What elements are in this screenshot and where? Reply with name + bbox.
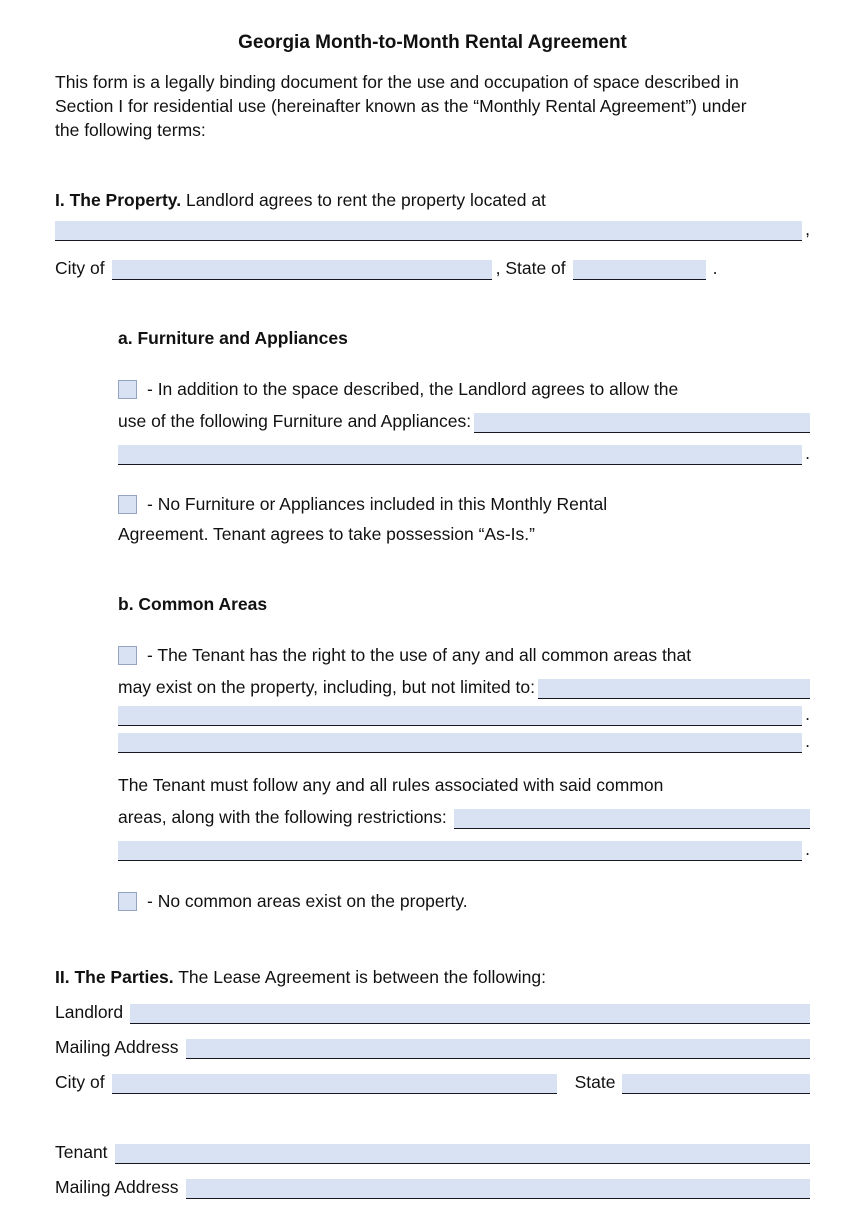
common-areas-cont-field-2[interactable] bbox=[118, 733, 802, 753]
tenant-mailing-address-field[interactable] bbox=[186, 1179, 810, 1199]
landlord-city-field[interactable] bbox=[112, 1074, 557, 1094]
common-areas-use-text: - The Tenant has the right to the use of any and all common areas that bbox=[147, 645, 692, 665]
furniture-list-field[interactable] bbox=[474, 413, 810, 433]
common-areas-list-row bbox=[118, 675, 810, 699]
restrictions-cont-row bbox=[118, 837, 810, 861]
landlord-city-label: City of bbox=[55, 1072, 105, 1092]
section-property-heading-line bbox=[55, 188, 810, 212]
section-property bbox=[55, 188, 810, 913]
landlord-mailing-row bbox=[55, 1035, 810, 1059]
document-title: Georgia Month-to-Month Rental Agreement bbox=[238, 32, 627, 53]
common-areas-use-option bbox=[118, 643, 810, 753]
tenant-name-field[interactable] bbox=[115, 1144, 810, 1164]
section-property-heading: I. The Property. bbox=[55, 190, 182, 210]
furniture-heading: a. Furniture and Appliances bbox=[118, 328, 348, 348]
furniture-include-option bbox=[118, 377, 810, 465]
landlord-mailing-label: Mailing Address bbox=[55, 1037, 179, 1057]
tenant-name-row bbox=[55, 1140, 810, 1164]
restrictions-period: . bbox=[805, 839, 810, 859]
furniture-none-option bbox=[118, 492, 810, 546]
common-areas-cont-row-2 bbox=[118, 729, 810, 753]
tenant-label: Tenant bbox=[55, 1142, 108, 1162]
landlord-name-field[interactable] bbox=[130, 1004, 810, 1024]
property-city-field[interactable] bbox=[112, 260, 492, 280]
restrictions-cont-field[interactable] bbox=[118, 841, 802, 861]
furniture-none-text-2: Agreement. Tenant agrees to take possession “As-Is.” bbox=[118, 524, 535, 544]
common-areas-period-1: . bbox=[805, 704, 810, 724]
common-areas-none-text: - No common areas exist on the property. bbox=[147, 891, 468, 911]
restrictions-row bbox=[118, 805, 810, 829]
furniture-list-cont-field[interactable] bbox=[118, 445, 802, 465]
property-state-label: , State of bbox=[495, 258, 566, 278]
tenant-mailing-row bbox=[55, 1175, 810, 1199]
furniture-list-period: . bbox=[805, 443, 810, 463]
section-parties-heading-line bbox=[55, 965, 810, 989]
intro-paragraph: This form is a legally binding document for the use and occupation of space described in Section I for residential use (hereinafter known as the “Monthly Rental Agreement”) under the following terms: bbox=[55, 72, 747, 140]
landlord-mailing-address-field[interactable] bbox=[186, 1039, 810, 1059]
furniture-include-text-2: use of the following Furniture and Appliances: bbox=[118, 411, 472, 431]
common-areas-field[interactable] bbox=[538, 679, 810, 699]
property-city-label: City of bbox=[55, 258, 105, 278]
section-property-subsections bbox=[118, 326, 810, 913]
section-property-lead: Landlord agrees to rent the property located at bbox=[185, 190, 546, 210]
common-areas-heading: b. Common Areas bbox=[118, 594, 268, 614]
furniture-none-checkbox[interactable] bbox=[118, 495, 137, 514]
furniture-included-checkbox[interactable] bbox=[118, 380, 137, 399]
furniture-include-text: - In addition to the space described, the Landlord agrees to allow the bbox=[147, 379, 679, 399]
common-areas-use-text-2: may exist on the property, including, but not limited to: bbox=[118, 677, 535, 697]
common-areas-none-option bbox=[118, 889, 810, 913]
property-address-comma: , bbox=[805, 219, 810, 239]
property-state-field[interactable] bbox=[573, 260, 706, 280]
common-areas-period-2: . bbox=[805, 731, 810, 751]
rules-text-2: areas, along with the following restrictions: bbox=[118, 807, 447, 827]
landlord-name-row bbox=[55, 1000, 810, 1024]
property-address-field[interactable] bbox=[55, 221, 802, 241]
common-areas-none-checkbox[interactable] bbox=[118, 892, 137, 911]
tenant-mailing-label: Mailing Address bbox=[55, 1177, 179, 1197]
furniture-none-text: - No Furniture or Appliances included in this Monthly Rental bbox=[147, 494, 608, 514]
furniture-include-line bbox=[118, 377, 810, 401]
landlord-state-field[interactable] bbox=[622, 1074, 810, 1094]
furniture-none-line bbox=[118, 492, 810, 516]
section-parties bbox=[55, 965, 810, 1199]
common-areas-use-checkbox[interactable] bbox=[118, 646, 137, 665]
common-areas-cont-row-1 bbox=[118, 702, 810, 726]
section-parties-lead: The Lease Agreement is between the following: bbox=[178, 967, 546, 987]
property-line-period: . bbox=[712, 258, 718, 278]
property-city-state-row bbox=[55, 256, 810, 280]
common-areas-use-line bbox=[118, 643, 810, 667]
landlord-city-state-row bbox=[55, 1070, 810, 1094]
landlord-label: Landlord bbox=[55, 1002, 124, 1022]
landlord-state-label: State bbox=[574, 1072, 616, 1092]
common-areas-cont-field-1[interactable] bbox=[118, 706, 802, 726]
restrictions-field[interactable] bbox=[454, 809, 810, 829]
furniture-list-cont-row bbox=[118, 441, 810, 465]
common-areas-rules bbox=[118, 773, 810, 861]
furniture-list-row bbox=[118, 409, 810, 433]
property-address-row bbox=[55, 217, 810, 241]
section-parties-heading: II. The Parties. bbox=[55, 967, 174, 987]
rules-text-1: The Tenant must follow any and all rules associated with said common bbox=[118, 775, 664, 795]
